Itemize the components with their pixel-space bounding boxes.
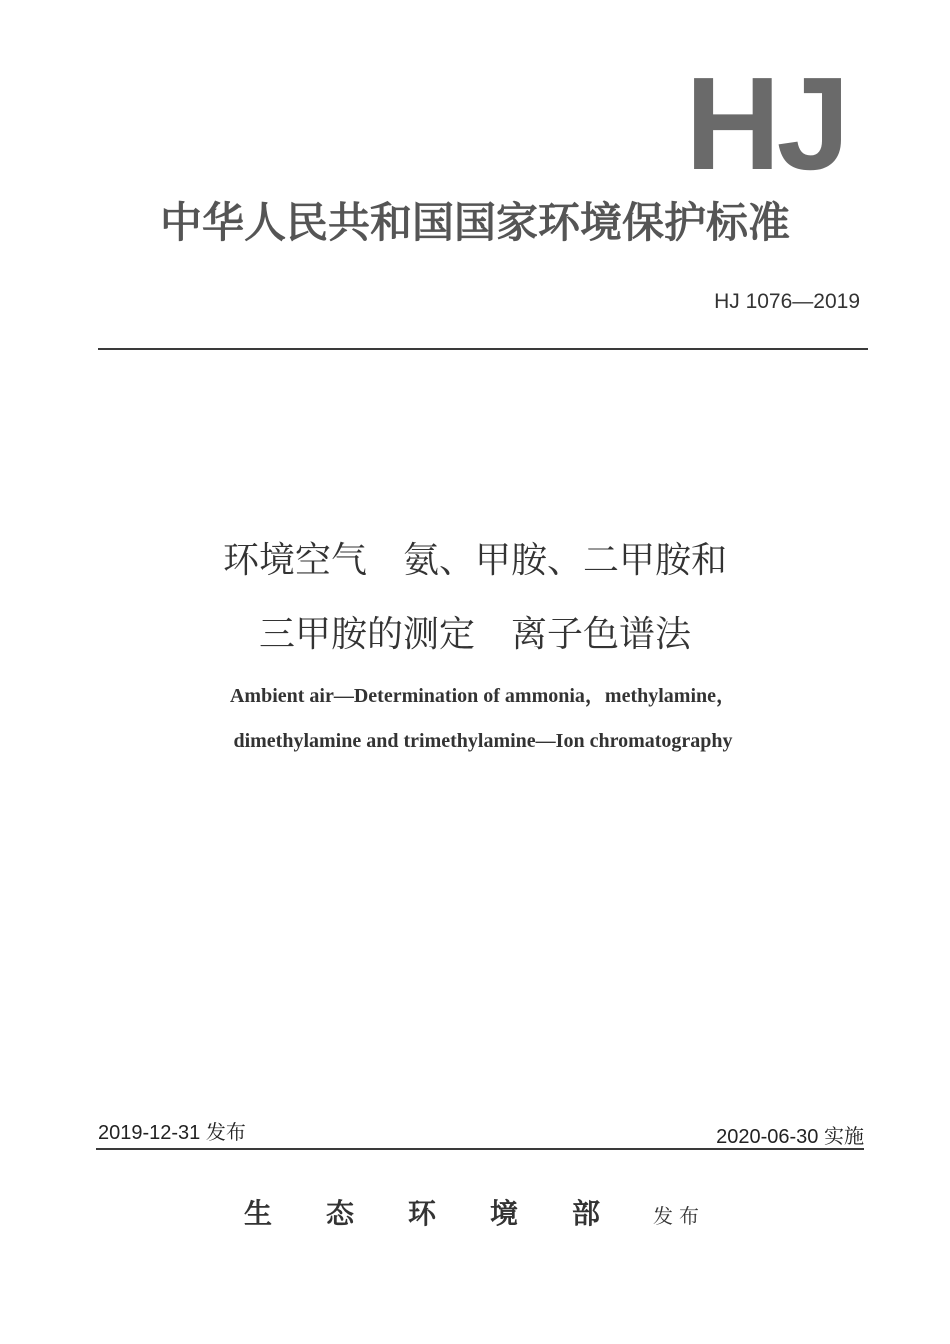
publish-label: 发布 (653, 1204, 705, 1228)
hj-logo: HJ (685, 50, 846, 197)
issue-date: 2019-12-31 发布 (98, 1122, 246, 1144)
implementation-date: 2020-06-30 实施 (716, 1126, 864, 1148)
bottom-divider (96, 1148, 864, 1150)
standard-code: HJ 1076—2019 (714, 290, 860, 313)
title-english-line-1: Ambient air—Determination of ammonia，methylamine， (229, 685, 737, 707)
title-english-line-2: dimethylamine and trimethylamine—Ion chromatography (233, 730, 733, 752)
title-chinese-line-1: 环境空气 氨、甲胺、二甲胺和 (222, 540, 727, 581)
title-chinese-line-2: 三甲胺的测定 离子色谱法 (258, 614, 691, 655)
publisher-name: 生态环境部 (244, 1197, 655, 1230)
top-divider (98, 348, 868, 350)
issuing-authority-heading: 中华人民共和国国家环境保护标准 (159, 198, 790, 247)
